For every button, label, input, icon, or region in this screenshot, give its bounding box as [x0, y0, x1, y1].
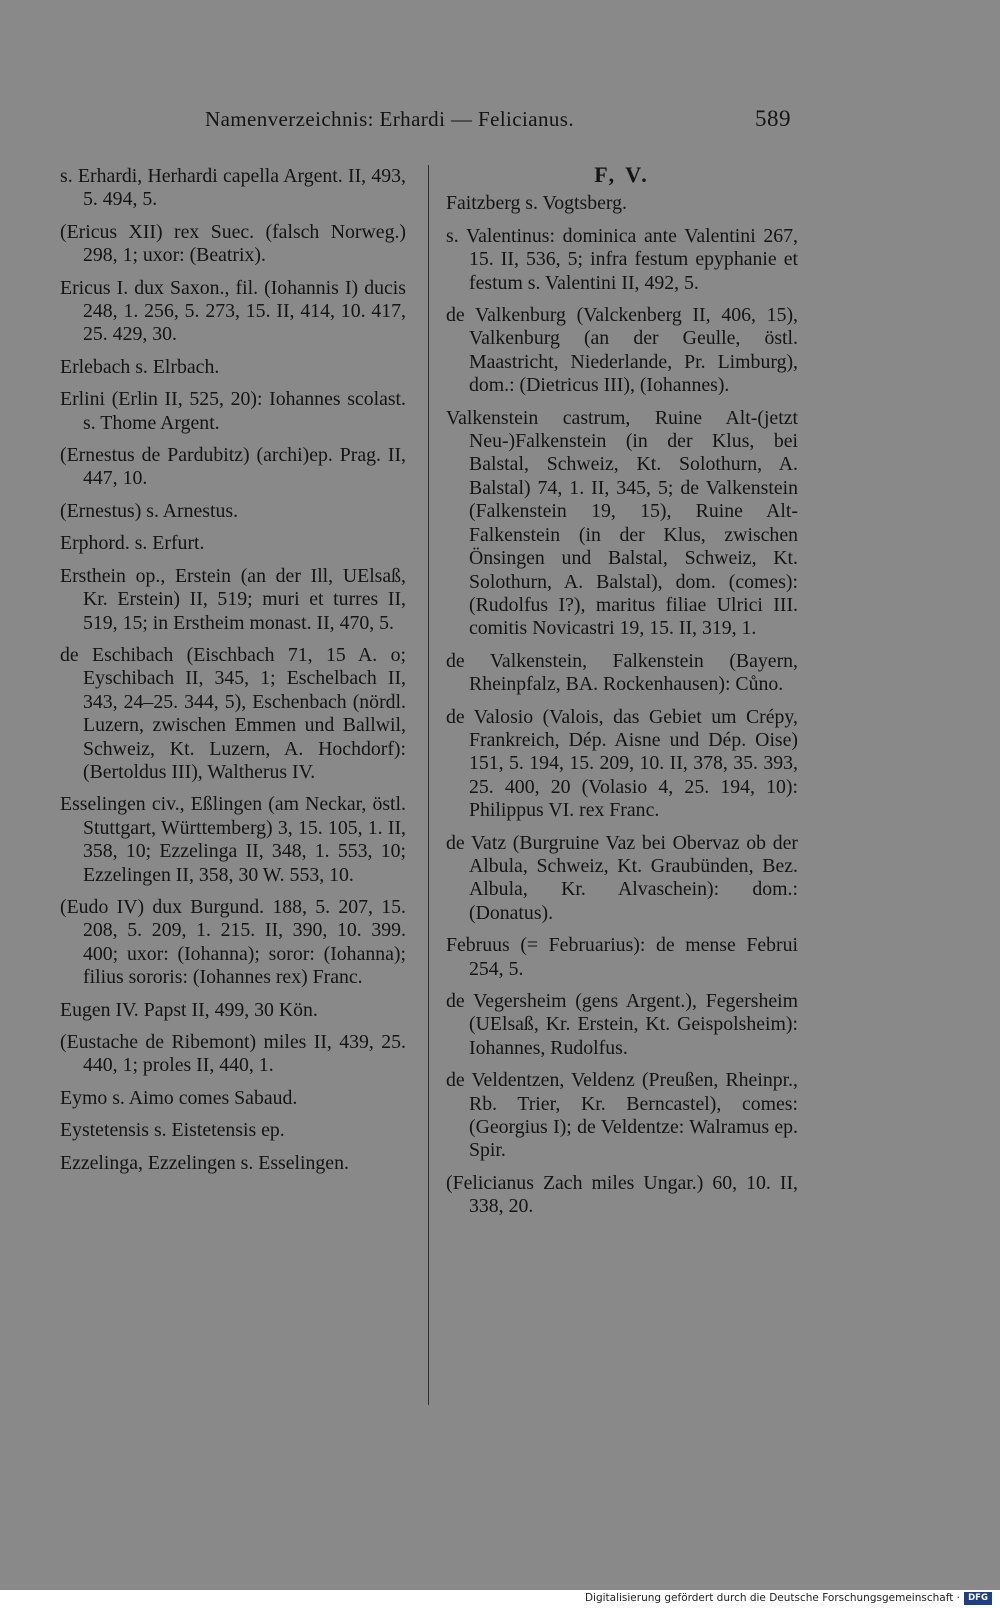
index-entry: Februus (= Februarius): de mense Februi 254, 5.: [446, 934, 798, 980]
index-entry: Erphord. s. Erfurt.: [60, 532, 205, 555]
index-entry: s. Erhardi, Herhardi capella Argent. II, 493, 5. 494, 5.: [60, 165, 406, 211]
page-header: [0, 107, 1000, 137]
index-entry: de Veldentzen, Veldenz (Preußen, Rheinpr., Rb. Trier, Kr. Berncastel), comes: (Georgius I); de Veldentze: Walramus ep. Spir.: [446, 1069, 798, 1162]
index-entry: Eugen IV. Papst II, 499, 30 Kön.: [60, 998, 318, 1021]
index-entry: de Valosio (Valois, das Gebiet um Crépy, Frankreich, Dép. Aisne und Dép. Oise) 151, 5. 194, 15. 209, 10. II, 378, 35. 393, 25. 400, 20 (Volasio 4, 25. 194, 10): Philippus VI. rex Franc.: [446, 705, 798, 822]
index-entry: (Ernestus) s. Arnestus.: [60, 499, 239, 522]
dfg-logo: DFG: [964, 1592, 992, 1605]
index-entry: Esselingen civ., Eßlingen (am Neckar, östl. Stuttgart, Württemberg) 3, 15. 105, 1. II, 358, 10; Ezzelinga II, 348, 1. 553, 10; Ezzelingen II, 358, 30 W. 553, 10.: [60, 793, 406, 886]
index-entry: Valkenstein castrum, Ruine Alt-(jetzt Neu-)Falkenstein (in der Klus, bei Balstal, Schweiz, Kt. Solothurn, A. Balstal) 74, 1. II, 345, 5; de Valkenstein (Falkenstein 19, 15), Ruine Alt-Falkenstein (in der Klus, zwischen Önsingen und Balstal, Schweiz, Kt. Solothurn, A. Balstal), dom. (comes): (Rudolfus I?), maritus filiae Ulrici III. comitis Novicastri 19, 15. II, 319, 1.: [446, 406, 798, 640]
index-entry: Eymo s. Aimo comes Sabaud.: [60, 1086, 298, 1109]
index-entry: Faitzberg s. Vogtsberg.: [446, 192, 627, 215]
index-entry: s. Valentinus: dominica ante Valentini 267, 15. II, 536, 5; infra festum epyphanie et festum s. Valentini II, 492, 5.: [446, 224, 798, 294]
column-divider: [428, 165, 429, 1405]
index-entry: Erlini (Erlin II, 525, 20): Iohannes scolast. s. Thome Argent.: [60, 388, 406, 434]
funding-notice: Digitalisierung gefördert durch die Deutsche Forschungsgemeinschaft ·: [584, 1592, 960, 1604]
index-entry: (Ericus XII) rex Suec. (falsch Norweg.) 298, 1; uxor: (Beatrix).: [60, 220, 406, 267]
page-number: 589: [755, 106, 791, 131]
index-entry: Eystetensis s. Eistetensis ep.: [60, 1119, 285, 1142]
index-entry: (Eustache de Ribemont) miles II, 439, 25. 440, 1; proles II, 440, 1.: [60, 1031, 406, 1077]
footer-bar: [0, 1590, 1000, 1608]
index-entry: de Vatz (Burgruine Vaz bei Obervaz ob der Albula, Schweiz, Kt. Graubünden, Bez. Albula, Kr. Alvaschein): dom.: (Donatus).: [446, 831, 798, 924]
section-heading: F, V.: [594, 162, 650, 187]
right-column: [446, 163, 798, 1228]
index-entry: Ericus I. dux Saxon., fil. (Iohannis I) ducis 248, 1. 256, 5. 273, 15. II, 414, 10. 417, 25. 429, 30.: [60, 276, 406, 346]
index-entry: Erlebach s. Elrbach.: [60, 355, 220, 378]
running-title: Namenverzeichnis: Erhardi — Felicianus.: [205, 107, 574, 131]
index-entry: de Valkenburg (Valckenberg II, 406, 15), Valkenburg (an der Geulle, östl. Maastricht, Niederlande, Pr. Limburg), dom.: (Dietricus III), (Iohannes).: [446, 304, 798, 397]
left-column: [60, 165, 406, 1184]
index-entry: Ersthein op., Erstein (an der Ill, UElsaß, Kr. Erstein) II, 519; muri et turres II, 519, 15; in Erstheim monast. II, 470, 5.: [60, 564, 406, 634]
index-entry: de Vegersheim (gens Argent.), Fegersheim (UElsaß, Kr. Erstein, Kt. Geispolsheim): Iohannes, Rudolfus.: [446, 990, 798, 1059]
index-entry: Ezzelinga, Ezzelingen s. Esselingen.: [60, 1151, 349, 1174]
index-entry: (Ernestus de Pardubitz) (archi)ep. Prag. II, 447, 10.: [60, 444, 406, 490]
index-entry: (Felicianus Zach miles Ungar.) 60, 10. II, 338, 20.: [446, 1171, 798, 1218]
index-entry: (Eudo IV) dux Burgund. 188, 5. 207, 15. 208, 5. 209, 1. 215. II, 390, 10. 399. 400; uxor: (Iohanna); soror: (Iohanna); filius sororis: (Iohannes rex) Franc.: [60, 895, 406, 989]
index-entry: de Valkenstein, Falkenstein (Bayern, Rheinpfalz, BA. Rockenhausen): Cůno.: [446, 649, 798, 696]
index-entry: de Eschibach (Eischbach 71, 15 A. o; Eyschibach II, 345, 1; Eschelbach II, 343, 24–25. 344, 5), Eschenbach (nördl. Luzern, zwischen Emmen und Ballwil, Schweiz, Kt. Luzern, A. Hochdorf): (Bertoldus III), Waltherus IV.: [60, 643, 406, 783]
